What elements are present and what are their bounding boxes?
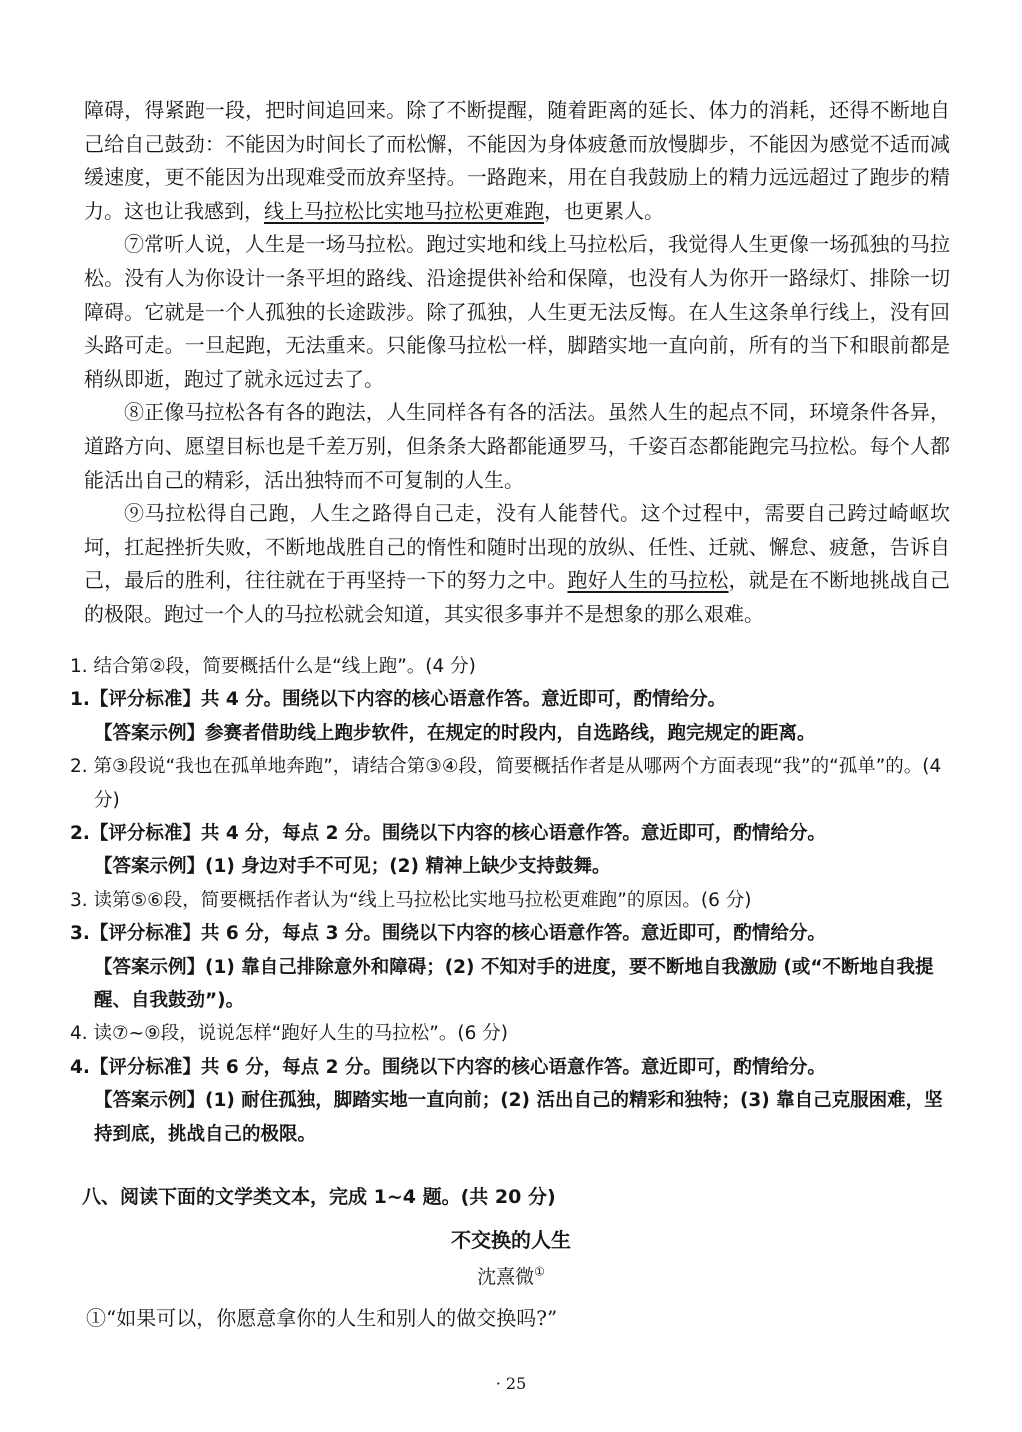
question-2: 2. 第③段说“我也在孤单地奔跑”，请结合第③④段，简要概括作者是从哪两个方面表现“我”的“孤单”的。(4 分) <box>70 756 942 811</box>
scoring-standard-4: 4.【评分标准】共 6 分，每点 2 分。围绕以下内容的核心语意作答。意近即可，酌情给分。 <box>70 1056 826 1078</box>
scoring-standard-1: 1.【评分标准】共 4 分。围绕以下内容的核心语意作答。意近即可，酌情给分。 <box>70 689 727 711</box>
reading-passage <box>84 94 950 632</box>
answer-example-3: 【答案示例】(1) 靠自己排除意外和障碍；(2) 不知对手的进度，要不断地自我激励 (或“不断地自我提醒、自我鼓劲”)。 <box>94 956 934 1012</box>
p6-underlined-sentence: 线上马拉松比实地马拉松更难跑 <box>264 198 544 223</box>
p9-text-before: ⑨马拉松得自己跑，人生之路得自己走，没有人能替代。这个过程中，需要自己跨过崎岖坎坷，扛起挫折失败，不断地战胜自己的惰性和随时出现的放纵、任性、迁就、懈怠、疲惫，告诉自己，最后的胜利，往往就在于再坚持一下的努力之中。 <box>84 501 950 593</box>
scoring-standard-2: 2.【评分标准】共 4 分，每点 2 分。围绕以下内容的核心语意作答。意近即可，酌情给分。 <box>70 823 826 845</box>
question-1: 1. 结合第②段，简要概括什么是“线上跑”。(4 分) <box>70 656 476 677</box>
answer-example-1: 【答案示例】参赛者借助线上跑步软件，在规定的时段内，自选路线，跑完规定的距离。 <box>94 722 816 744</box>
page-number: · 25 <box>495 1374 527 1393</box>
author-footnote-mark: ① <box>534 1264 545 1279</box>
article-title: 不交换的人生 <box>451 1228 571 1252</box>
answer-example-2: 【答案示例】(1) 身边对手不可见；(2) 精神上缺少支持鼓舞。 <box>94 856 611 878</box>
scoring-standard-3: 3.【评分标准】共 6 分，每点 3 分。围绕以下内容的核心语意作答。意近即可，酌情给分。 <box>70 923 826 945</box>
p6-text-before: 障碍，得紧跑一段，把时间追回来。除了不断提醒，随着距离的延长、体力的消耗，还得不断地自己给自己鼓劲：不能因为时间长了而松懈，不能因为身体疲惫而放慢脚步，不能因为感觉不适而减缓速度，更不能因为出现难受而放弃坚持。一路跑来，用在自我鼓励上的精力远远超过了跑步的精力。这也让我感到， <box>84 98 950 223</box>
p9-underlined-phrase: 跑好人生的马拉松 <box>567 568 729 593</box>
article-first-paragraph: ①“如果可以，你愿意拿你的人生和别人的做交换吗?” <box>86 1306 558 1330</box>
questions-and-answers <box>70 650 954 1151</box>
section-8-heading: 八、阅读下面的文学类文本，完成 1~4 题。(共 20 分) <box>82 1186 556 1208</box>
paragraph-7: ⑦常听人说，人生是一场马拉松。跑过实地和线上马拉松后，我觉得人生更像一场孤独的马拉松。没有人为你设计一条平坦的路线、沿途提供补给和保障，也没有人为你开一路绿灯、排除一切障碍。它就是一个人孤独的长途跋涉。除了孤独，人生更无法反悔。在人生这条单行线上，没有回头路可走。一旦起跑，无法重来。只能像马拉松一样，脚踏实地一直向前，所有的当下和眼前都是稍纵即逝，跑过了就永远过去了。 <box>84 232 950 391</box>
answer-example-4: 【答案示例】(1) 耐住孤独，脚踏实地一直向前；(2) 活出自己的精彩和独特；(3) 靠自己克服困难，坚持到底，挑战自己的极限。 <box>94 1090 943 1145</box>
paragraph-8: ⑧正像马拉松各有各的跑法，人生同样各有各的活法。虽然人生的起点不同，环境条件各异，道路方向、愿望目标也是千差万别，但条条大路都能通罗马，千姿百态都能跑完马拉松。每个人都能活出自己的精彩，活出独特而不可复制的人生。 <box>84 400 950 492</box>
article-author <box>0 1262 1022 1289</box>
author-name: 沈熹微 <box>477 1266 535 1288</box>
question-4: 4. 读⑦~⑨段，说说怎样“跑好人生的马拉松”。(6 分) <box>70 1023 508 1045</box>
p9-text-after: ，就是在不断地挑战自己的极限。跑过一个人的马拉松就会知道，其实很多事并不是想象的那么艰难。 <box>84 568 951 626</box>
p6-text-after: ，也更累人。 <box>544 198 664 223</box>
paragraph-6-continued <box>84 94 950 228</box>
question-3: 3. 读第⑤⑥段，简要概括作者认为“线上马拉松比实地马拉松更难跑”的原因。(6 分) <box>70 889 752 911</box>
paragraph-9 <box>84 497 950 631</box>
